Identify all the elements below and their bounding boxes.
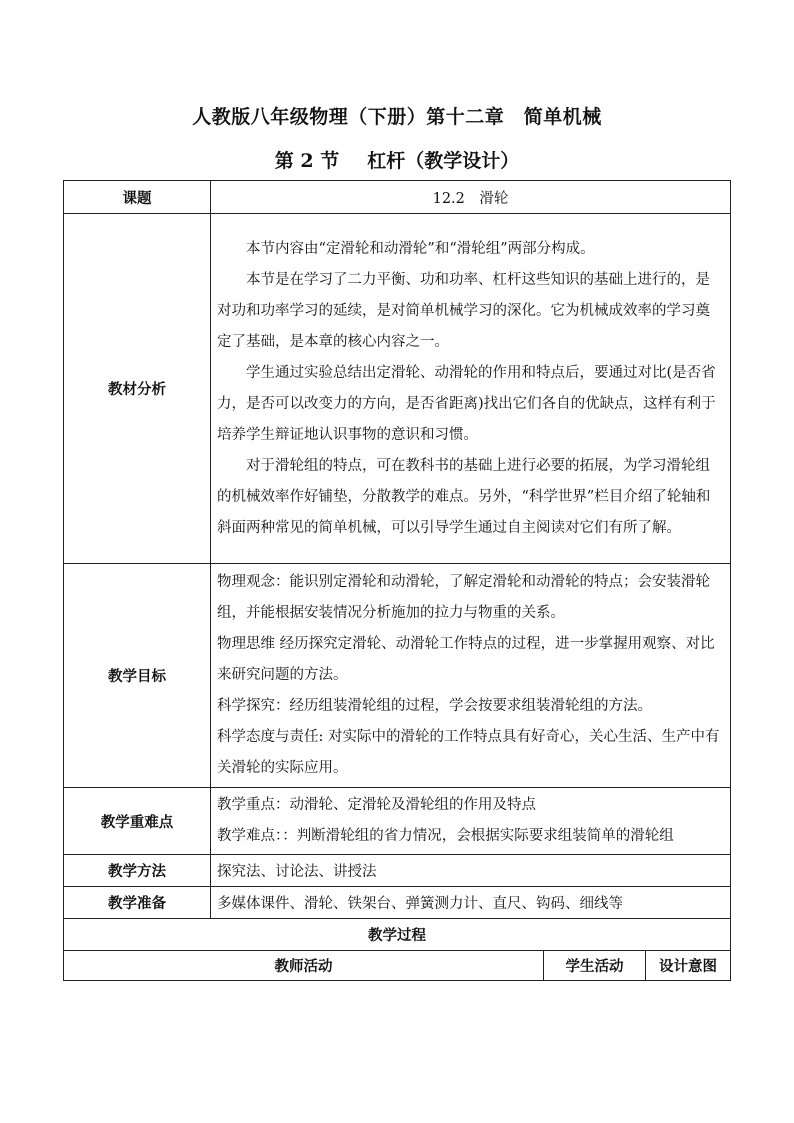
analysis-paragraph: 对于滑轮组的特点，可在教科书的基础上进行必要的拓展，为学习滑轮组的机械效率作好铺垫，分散教学的难点。另外，“科学世界”栏目介绍了轮轴和斜面两种常见的简单机械，可以引导学生通过自主阅读对它们有所了解。 xyxy=(217,457,711,536)
objectives-content xyxy=(211,564,731,788)
topic-row xyxy=(64,181,731,214)
section-heading xyxy=(0,146,794,173)
key-points-content xyxy=(211,788,731,855)
preparation-label: 教学准备 xyxy=(64,887,211,919)
methods-value: 探究法、讨论法、讲授法 xyxy=(211,855,731,887)
objective-item: 科学探究：经历组装滑轮组的过程，学会按要求组装滑轮组的方法。 xyxy=(217,698,652,714)
methods-label: 教学方法 xyxy=(64,855,211,887)
textbook-analysis-label: 教材分析 xyxy=(64,214,211,564)
process-label: 教学过程 xyxy=(64,919,731,951)
key-point-item: 教学难点：：判断滑轮组的省力情况，会根据实际要求组装简单的滑轮组 xyxy=(217,828,674,844)
design-intent-header: 设计意图 xyxy=(646,951,731,981)
document-title: 人教版八年级物理（下册）第十二章 简单机械 xyxy=(192,106,602,128)
objectives-row xyxy=(64,564,731,788)
process-header-row xyxy=(64,919,731,951)
textbook-analysis-content xyxy=(211,214,731,564)
key-points-row xyxy=(64,788,731,855)
textbook-analysis-row xyxy=(64,214,731,564)
topic-label: 课题 xyxy=(64,181,211,214)
key-point-item: 教学重点：动滑轮、定滑轮及滑轮组的作用及特点 xyxy=(217,797,536,813)
analysis-paragraph: 本节是在学习了二力平衡、功和功率、杠杆这些知识的基础上进行的，是对功和功率学习的延续，是对简单机械学习的深化。它为机械成效率的学习奠定了基础，是本章的核心内容之一。 xyxy=(217,271,710,350)
methods-row xyxy=(64,855,731,887)
lesson-plan-table xyxy=(63,180,731,981)
key-points-label: 教学重难点 xyxy=(64,788,211,855)
objective-item: 科学态度与责任: 对实际中的滑轮的工作特点具有好奇心，关心生活、生产中有关滑轮的实际应用。 xyxy=(217,729,720,776)
student-activity-header: 学生活动 xyxy=(544,951,646,981)
teacher-activity-header: 教师活动 xyxy=(64,951,544,981)
section-title: 杠杆（教学设计） xyxy=(367,150,520,172)
analysis-paragraph: 学生通过实验总结出定滑轮、动滑轮的作用和特点后，要通过对比(是否省力，是否可以改变力的方向，是否省距离)找出它们各自的优缺点，这样有利于培养学生辩证地认识事物的意识和习惯。 xyxy=(217,364,716,443)
preparation-row xyxy=(64,887,731,919)
objectives-label: 教学目标 xyxy=(64,564,211,788)
section-number: 第 2 节 xyxy=(274,150,340,172)
objective-item: 物理思维 经历探究定滑轮、动滑轮工作特点的过程，进一步掌握用观察、对比来研究问题的方法。 xyxy=(217,636,715,683)
topic-value: 12.2 滑轮 xyxy=(211,181,731,214)
analysis-paragraph: 本节内容由“定滑轮和动滑轮”和“滑轮组”两部分构成。 xyxy=(246,240,595,257)
objective-item: 物理观念：能识别定滑轮和动滑轮，了解定滑轮和动滑轮的特点；会安装滑轮组，并能根据安装情况分析施加的拉力与物重的关系。 xyxy=(217,574,710,621)
preparation-value: 多媒体课件、滑轮、铁架台、弹簧测力计、直尺、钩码、细线等 xyxy=(211,887,731,919)
process-columns-row xyxy=(64,951,731,981)
